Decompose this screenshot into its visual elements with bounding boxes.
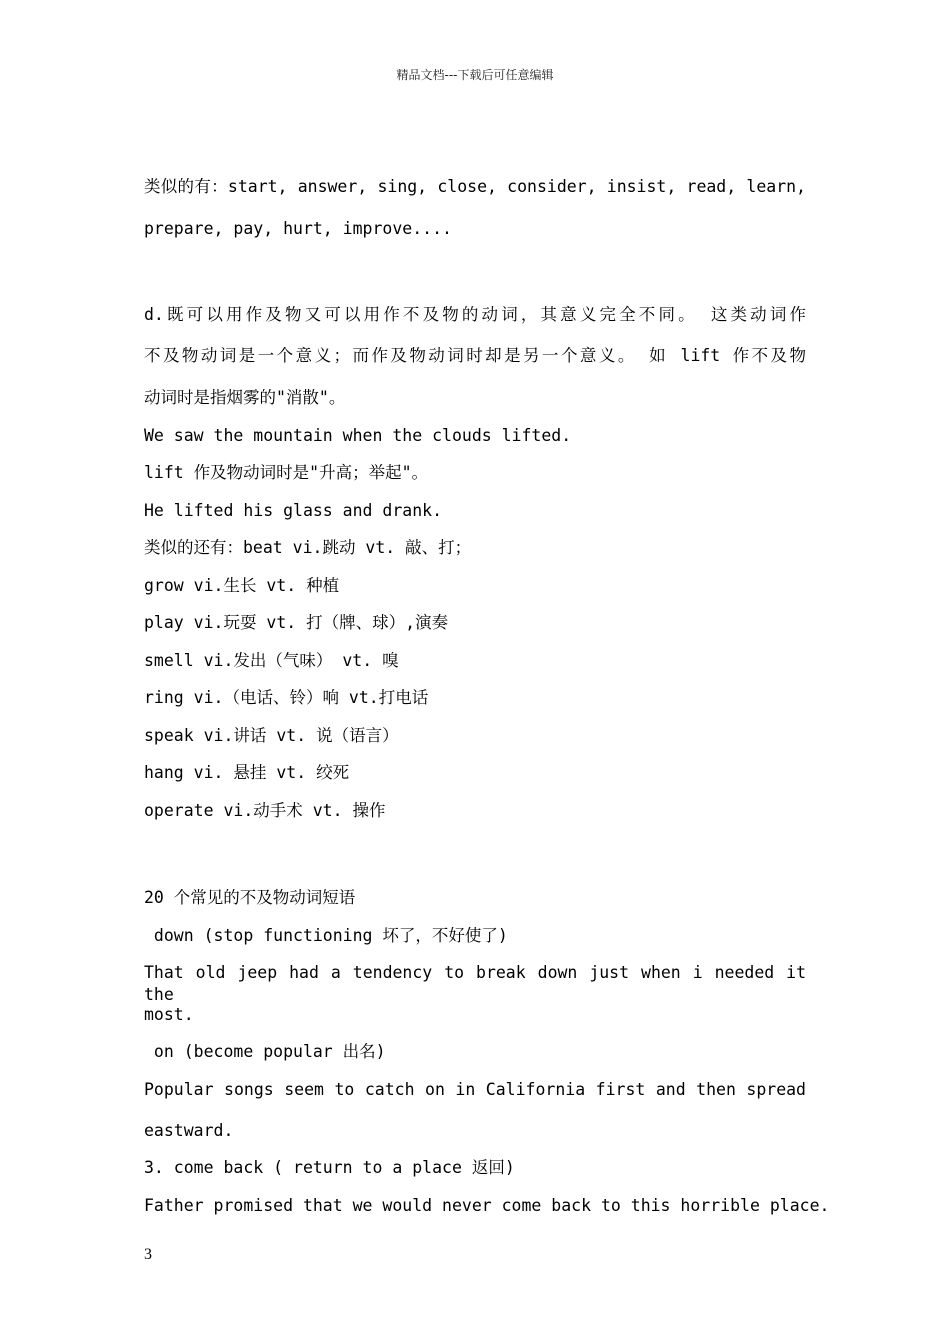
- text-line-22: Popular songs seem to catch on in California first and then spread: [144, 1080, 806, 1099]
- text-line-12: smell vi.发出（气味） vt. 嗅: [144, 651, 399, 670]
- text-line-19: That old jeep had a tendency to break down just when i needed it the: [144, 963, 806, 1004]
- text-line-18: down (stop functioning 坏了，不好使了): [144, 926, 508, 945]
- page-header: 精品文档---下载后可任意编辑: [396, 68, 554, 82]
- text-line-3: d.既可以用作及物又可以用作不及物的动词，其意义完全不同。 这类动词作: [144, 305, 806, 324]
- text-line-23: eastward.: [144, 1121, 234, 1140]
- text-line-24: 3. come back ( return to a place 返回): [144, 1158, 515, 1177]
- text-line-1: 类似的有：start, answer, sing, close, consider, insist, read, learn,: [144, 177, 806, 196]
- page-number: 3: [144, 1246, 152, 1263]
- text-line-14: speak vi.讲话 vt. 说（语言）: [144, 726, 399, 745]
- text-line-15: hang vi. 悬挂 vt. 绞死: [144, 763, 350, 782]
- text-line-5: 动词时是指烟雾的"消散"。: [144, 388, 346, 407]
- text-line-4: 不及物动词是一个意义；而作及物动词时却是另一个意义。 如 lift 作不及物: [144, 346, 806, 365]
- text-line-11: play vi.玩耍 vt. 打（牌、球）,演奏: [144, 613, 449, 632]
- text-line-25: Father promised that we would never come back to this horrible place.: [144, 1196, 830, 1215]
- text-line-2: prepare, pay, hurt, improve....: [144, 219, 452, 238]
- text-line-8: He lifted his glass and drank.: [144, 501, 443, 520]
- text-line-16: operate vi.动手术 vt. 操作: [144, 801, 386, 820]
- text-line-20: most.: [144, 1005, 194, 1024]
- text-line-21: on (become popular 出名): [144, 1042, 386, 1061]
- text-line-10: grow vi.生长 vt. 种植: [144, 576, 340, 595]
- text-line-6: We saw the mountain when the clouds lifted.: [144, 426, 572, 445]
- text-line-17: 20 个常见的不及物动词短语: [144, 888, 356, 907]
- text-line-13: ring vi.（电话、铃）响 vt.打电话: [144, 688, 429, 707]
- text-line-7: lift 作及物动词时是"升高；举起"。: [144, 463, 429, 482]
- text-line-9: 类似的还有：beat vi.跳动 vt. 敲、打；: [144, 538, 472, 557]
